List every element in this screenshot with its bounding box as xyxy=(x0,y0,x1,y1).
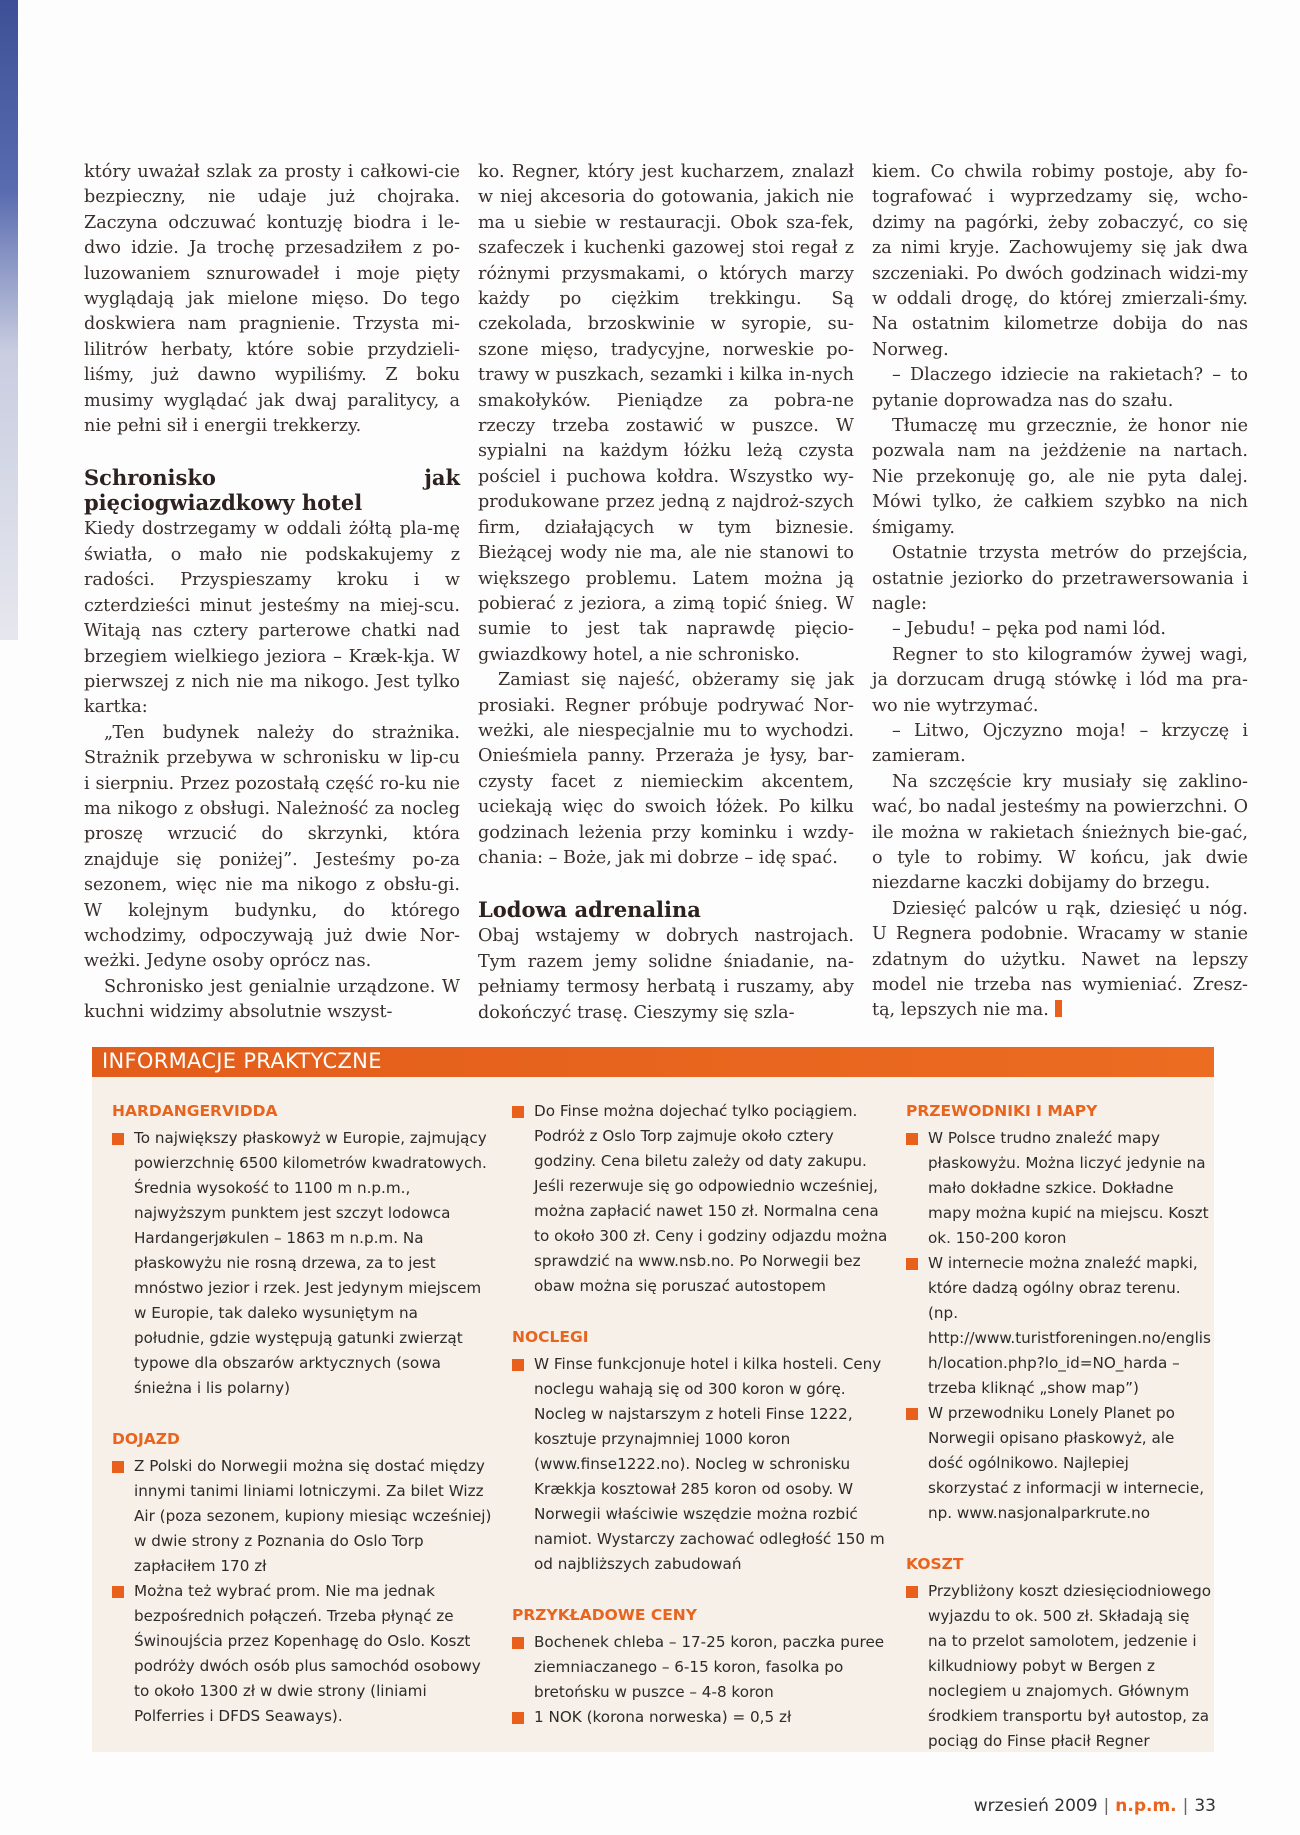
section-noclegi xyxy=(512,1325,892,1577)
bullet-item: W Finse funkcjonuje hotel i kilka hosteli. Ceny noclegu wahają się od 300 koron w górę. Nocleg w najstarszym z hoteli Finse 1222, kosztuje przynajmniej 1000 koron (www.finse1222.no). Nocleg w schronisku Krækkja kosztował 285 koron od osoby. W Norwegii właściwie wszędzie można rozbić namiot. Wystarczy zachować odległość 150 m od najbliższych zabudowań xyxy=(512,1352,892,1577)
paragraph-final xyxy=(872,897,1248,1024)
paragraph: Tłumaczę mu grzecznie, że honor nie pozwala nam na jeżdżenie na nartach. Nie przekonuję go, ale nie pyta dalej. Mówi tylko, że całkiem szybko na nich śmigamy. xyxy=(872,416,1248,538)
page-number: 33 xyxy=(1194,1796,1216,1816)
issue-date: wrzesień 2009 xyxy=(973,1796,1098,1816)
article-column-3 xyxy=(872,160,1248,1026)
bullet-item: To największy płaskowyż w Europie, zajmujący powierzchnię 6500 kilometrów kwadratowych. Średnia wysokość to 1100 m n.p.m., najwyższym punktem jest szczyt lodowca Hardangerjøkulen – 1863 m n.p.m. Na płaskowyżu nie rosną drzewa, za to jest mnóstwo jezior i rzek. Jest jedynym miejscem w Europie, tak daleko wysuniętym na południe, gdzie występują gatunki zwierząt typowe dla obszarów arktycznych (sowa śnieżna i lis polarny) xyxy=(112,1126,492,1401)
article-column-1 xyxy=(84,160,460,1026)
bullet-item: W internecie można znaleźć mapki, które dadzą ogólny obraz terenu. (np. http://www.turistforeningen.no/englis h/location.php?lo_id=NO_harda – trzeba kliknąć „show map”) xyxy=(906,1251,1212,1401)
magazine-brand: n.p.m. xyxy=(1115,1796,1177,1816)
paragraph: Zamiast się najeść, obżeramy się jak prosiaki. Regner próbuje podrywać Nor-weżki, ale niespecjalnie mu to wychodzi. Onieśmiela panny. Przeraża je łysy, bar-czysty facet z niemieckim akcentem, uciekają więc do swoich łóżek. Po kilku godzinach leżenia przy kominku i wzdy-chania: – Boże, jak mi dobrze – idę spać. xyxy=(478,670,854,868)
section-heading: Schronisko jak pięciogwiazdkowy hotel xyxy=(84,465,460,516)
section-dojazd xyxy=(112,1427,492,1729)
footer-separator: | xyxy=(1182,1796,1189,1816)
bullet-item: Bochenek chleba – 17-25 koron, paczka puree ziemniaczanego – 6-15 koron, fasolka po bretońsku w puszce – 4-8 koron xyxy=(512,1630,892,1705)
infobox-header-bar xyxy=(92,1047,1214,1077)
paragraph: Schronisko jest genialnie urządzone. W kuchni widzimy absolutnie wszyst- xyxy=(84,976,460,1023)
section-heading: DOJAZD xyxy=(112,1430,180,1448)
section-train xyxy=(512,1099,892,1299)
article-column-2 xyxy=(478,160,854,1026)
final-text: Dziesięć palców u rąk, dziesięć u nóg. U Regnera podobnie. Wracamy w stanie zdatnym do użytku. Nawet na lepszy model nie trzeba nas wymieniać. Zresz-tą, lepszych nie ma. xyxy=(872,898,1248,1021)
paragraph: Obaj wstajemy w dobrych nastrojach. Tym razem jemy solidne śniadanie, na-pełniamy termosy herbatą i ruszamy, aby dokończyć trasę. Cieszymy się szla- xyxy=(478,926,854,1023)
bullet-item: W Polsce trudno znaleźć mapy płaskowyżu. Można liczyć jedynie na mało dokładne szkice. Dokładne mapy można kupić na miejscu. Koszt ok. 150-200 koron xyxy=(906,1126,1212,1251)
section-koszt xyxy=(906,1552,1212,1754)
infobox-column-1 xyxy=(112,1099,492,1780)
section-heading: PRZEWODNIKI I MAPY xyxy=(906,1102,1098,1120)
paragraph-dialogue: – Litwo, Ojczyzno moja! – krzyczę i zamieram. xyxy=(872,720,1248,767)
paragraph-dialogue: – Jebudu! – pęka pod nami lód. xyxy=(892,619,1167,640)
infobox-title: INFORMACJE PRAKTYCZNE xyxy=(102,1049,382,1073)
paragraph: który uważał szlak za prosty i całkowi-cie bezpieczny, nie udaje już chojraka. Zaczyna odczuwać kontuzję biodra i le-dwo idzie. Ja trochę przesadziłem z po-luzowaniem sznurowadeł i moje pięty wyglądają jak mielone mięso. Do tego doskwiera nam pragnienie. Trzysta mi-lilitrów herbaty, które sobie przydzieli-liśmy, już dawno wypiliśmy. Z boku musimy wyglądać jak dwaj paralitycy, a nie pełni sił i energii trekkerzy. xyxy=(84,162,460,437)
article-body xyxy=(84,160,1248,1023)
practical-info-box xyxy=(92,1047,1214,1752)
section-przewodniki xyxy=(906,1099,1212,1526)
paragraph: Ostatnie trzysta metrów do przejścia, ostatnie jeziorko do przetrawersowania i nagle: xyxy=(872,543,1248,614)
infobox-column-2 xyxy=(492,1099,892,1780)
paragraph-dialogue: – Dlaczego idziecie na rakietach? – to pytanie doprowadza nas do szału. xyxy=(872,365,1248,411)
bullet-item: Do Finse można dojechać tylko pociągiem. Podróż z Oslo Torp zajmuje około cztery godziny. Cena biletu zależy od daty zakupu. Jeśli rezerwuje się go odpowiednio wcześniej, można zapłacić nawet 150 zł. Normalna cena to około 300 zł. Ceny i godziny odjazdu można sprawdzić na www.nsb.no. Po Norwegii bez obaw można się poruszać autostopem xyxy=(512,1099,892,1299)
section-heading: PRZYKŁADOWE CENY xyxy=(512,1606,698,1624)
decorative-photo-edge xyxy=(0,0,18,640)
footer-separator: | xyxy=(1103,1796,1110,1816)
bullet-item: W przewodniku Lonely Planet po Norwegii opisano płaskowyż, ale dość ogólnikowo. Najlepiej skorzystać z informacji w internecie, np. www.nasjonalparkrute.no xyxy=(906,1401,1212,1526)
paragraph: Na szczęście kry musiały się zaklino-wać, bo nadal jesteśmy na powierzchni. O ile można w rakietach śnieżnych bie-gać, o tyle to robimy. W końcu, jak dwie niezdarne kaczki dobijamy do brzegu. xyxy=(872,771,1248,894)
paragraph: Regner to sto kilogramów żywej wagi, ja dorzucam drugą stówkę i lód ma pra-wo nie wytrzymać. xyxy=(872,644,1248,716)
bullet-item: 1 NOK (korona norweska) = 0,5 zł xyxy=(512,1705,892,1730)
section-heading: HARDANGERVIDDA xyxy=(112,1102,278,1120)
paragraph: ko. Regner, który jest kucharzem, znalazł w niej akcesoria do gotowania, jakich nie ma u siebie w restauracji. Obok sza-fek, szafeczek i kuchenki gazowej stoi regał z różnymi przysmakami, o których marzy każdy po ciężkim trekkingu. Są czekolada, brzoskwinie w syropie, su-szone mięso, tradycyjne, norweskie po-trawy w puszkach, sezamki i kilka in-nych smakołyków. Pieniądze za pobra-ne rzeczy trzeba zostawić w puszce. W sypialni na każdym łóżku leżą czysta pościel i puchowa kołdra. Wszystko wy-produkowane przez jedną z najdroż-szych firm, działających w tym biznesie. Bieżącej wody nie ma, ale nie stanowi to większego problemu. Latem można ją pobierać z jeziora, a zimą topić śnieg. W sumie to jest tak naprawdę pięcio-gwiazdkowy hotel, a nie schronisko. xyxy=(478,162,854,665)
section-hardangervidda xyxy=(112,1099,492,1401)
section-heading: NOCLEGI xyxy=(512,1328,589,1346)
paragraph: Kiedy dostrzegamy w oddali żółtą pla-mę światła, o mało nie podskakujemy z radości. Przyspieszamy kroku i w czterdzieści minut jesteśmy na miej-scu. Witają nas cztery parterowe chatki nad brzegiem wielkiego jeziora – Kræk-kja. W pierwszej z nich nie ma nikogo. Jest tylko kartka: xyxy=(84,519,460,718)
section-heading: Lodowa adrenalina xyxy=(478,897,701,923)
end-of-article-icon xyxy=(1055,1000,1062,1017)
paragraph: kiem. Co chwila robimy postoje, aby fo-tografować i wyprzedzamy się, wcho-dzimy na pagórki, żeby zobaczyć, co się za nimi kryje. Zachowujemy się jak dwa szczeniaki. Po dwóch godzinach widzi-my w oddali drogę, do której zmierzali-śmy. Na ostatnim kilometrze dobija do nas Norweg. xyxy=(872,162,1248,360)
bullet-item: Można też wybrać prom. Nie ma jednak bezpośrednich połączeń. Trzeba płynąć ze Świnoujścia przez Kopenhagę do Oslo. Koszt podróży dwóch osób plus samochód osobowy to około 1300 zł w dwie strony (liniami Polferries i DFDS Seaways). xyxy=(112,1579,492,1729)
section-ceny xyxy=(512,1603,892,1730)
paragraph-quote: „Ten budynek należy do strażnika. Strażnik przebywa w schronisku w lip-cu i sierpniu. Przez pozostałą część ro-ku nie ma nikogo z obsługi. Należność za nocleg proszę wrzucić do skrzynki, która znajduje się poniżej”. Jesteśmy po-za sezonem, więc nie ma nikogo z obsłu-gi. W kolejnym budynku, do którego wchodzimy, odpoczywają już dwie Nor-weżki. Jedyne osoby oprócz nas. xyxy=(84,722,460,972)
bullet-item: Z Polski do Norwegii można się dostać między innymi tanimi liniami lotniczymi. Za bilet Wizz Air (poza sezonem, kupiony miesiąc wcześniej) w dwie strony z Poznania do Oslo Torp zapłaciłem 170 zł xyxy=(112,1454,492,1579)
infobox-columns xyxy=(112,1099,1214,1780)
bullet-item: Przybliżony koszt dziesięciodniowego wyjazdu to ok. 500 zł. Składają się na to przelot samolotem, jedzenie i kilkudniowy pobyt w Bergen z noclegiem u znajomych. Głównym środkiem transportu był autostop, za pociąg do Finse płacił Regner xyxy=(906,1579,1212,1754)
page-footer xyxy=(974,1796,1216,1816)
infobox-column-3 xyxy=(892,1099,1212,1780)
section-heading: KOSZT xyxy=(906,1555,964,1573)
